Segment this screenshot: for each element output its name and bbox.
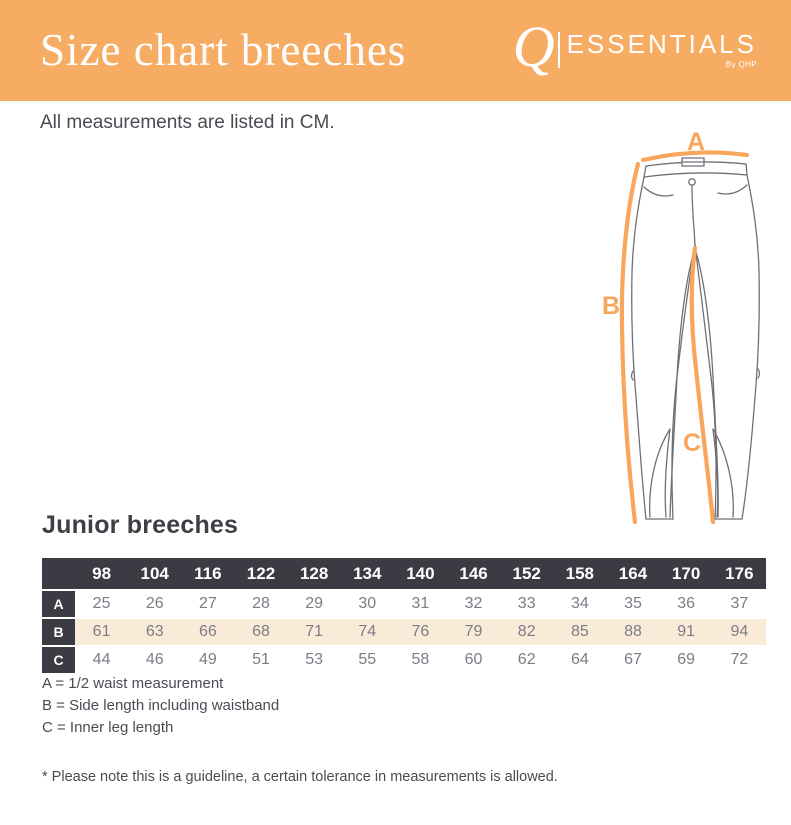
- size-table-body: [42, 589, 766, 673]
- table-corner: [42, 558, 75, 589]
- size-column-header: 128: [288, 558, 341, 589]
- size-table: [42, 558, 766, 673]
- row-label: B: [42, 617, 75, 645]
- size-column-header: 158: [553, 558, 606, 589]
- measure-line-c: [692, 248, 713, 522]
- measurement-cell: 66: [181, 617, 234, 645]
- size-table-head: [42, 558, 766, 589]
- size-column-header: 122: [234, 558, 287, 589]
- size-column-header: 116: [181, 558, 234, 589]
- measurement-legend: [42, 673, 279, 739]
- size-column-header: 98: [75, 558, 128, 589]
- measure-line-b: [622, 164, 638, 522]
- legend-line-c: C = Inner leg length: [42, 719, 174, 736]
- size-column-header: 146: [447, 558, 500, 589]
- size-column-header: 134: [341, 558, 394, 589]
- pants-outline: [632, 158, 760, 519]
- measurement-cell: 76: [394, 617, 447, 645]
- measurement-cell: 79: [447, 617, 500, 645]
- size-column-header: 164: [606, 558, 659, 589]
- size-column-header: 104: [128, 558, 181, 589]
- measurement-cell: 88: [606, 617, 659, 645]
- measurement-cell: 32: [447, 589, 500, 617]
- page-title: Size chart breeches: [40, 25, 407, 75]
- measurement-cell: 72: [713, 645, 766, 673]
- measurement-cell: 31: [394, 589, 447, 617]
- measurement-cell: 74: [341, 617, 394, 645]
- logo-byline: By QHP: [725, 60, 757, 70]
- size-column-header: 170: [660, 558, 713, 589]
- measurement-cell: 58: [394, 645, 447, 673]
- measurement-cell: 61: [75, 617, 128, 645]
- measurement-cell: 55: [341, 645, 394, 673]
- measurement-cell: 36: [660, 589, 713, 617]
- table-row: [42, 645, 766, 673]
- measurement-cell: 28: [234, 589, 287, 617]
- measurement-cell: 67: [606, 645, 659, 673]
- table-row: [42, 589, 766, 617]
- measurement-cell: 33: [500, 589, 553, 617]
- measurement-cell: 46: [128, 645, 181, 673]
- tolerance-footnote: * Please note this is a guideline, a certain tolerance in measurements is allowed.: [42, 769, 558, 785]
- brand-logo: [512, 14, 757, 80]
- legend-line-a: A = 1/2 waist measurement: [42, 675, 224, 692]
- section-title: Junior breeches: [42, 511, 239, 539]
- size-header-row: [42, 558, 766, 589]
- size-column-header: 152: [500, 558, 553, 589]
- measurement-cell: 37: [713, 589, 766, 617]
- measurement-cell: 53: [288, 645, 341, 673]
- measure-label-b: B: [601, 292, 621, 320]
- size-column-header: 176: [713, 558, 766, 589]
- measurement-cell: 27: [181, 589, 234, 617]
- measure-label-c: C: [682, 429, 702, 457]
- measurements-note: All measurements are listed in CM.: [40, 112, 335, 133]
- measurement-cell: 51: [234, 645, 287, 673]
- measurement-cell: 64: [553, 645, 606, 673]
- logo-q-glyph: Q: [512, 14, 555, 80]
- measurement-cell: 44: [75, 645, 128, 673]
- measurement-cell: 68: [234, 617, 287, 645]
- measurement-cell: 49: [181, 645, 234, 673]
- measurement-cell: 71: [288, 617, 341, 645]
- measurement-cell: 34: [553, 589, 606, 617]
- breeches-diagram: [589, 121, 791, 543]
- measurement-cell: 82: [500, 617, 553, 645]
- measurement-cell: 85: [553, 617, 606, 645]
- logo-wordmark: [567, 31, 757, 69]
- table-row: [42, 617, 766, 645]
- measurement-cell: 25: [75, 589, 128, 617]
- measurement-cell: 62: [500, 645, 553, 673]
- measurement-labels: [602, 128, 705, 457]
- row-label: C: [42, 645, 75, 673]
- row-label: A: [42, 589, 75, 617]
- size-column-header: 140: [394, 558, 447, 589]
- measurement-cell: 29: [288, 589, 341, 617]
- measurement-cell: 94: [713, 617, 766, 645]
- waist-button: [689, 179, 695, 185]
- measurement-cell: 35: [606, 589, 659, 617]
- measurement-cell: 30: [341, 589, 394, 617]
- measurement-cell: 91: [660, 617, 713, 645]
- header-banner: [0, 0, 791, 101]
- measure-label-a: A: [686, 128, 706, 156]
- measurement-cell: 60: [447, 645, 500, 673]
- logo-brand-name: ESSENTIALS: [566, 29, 757, 60]
- logo-divider: [558, 32, 560, 68]
- legend-line-b: B = Side length including waistband: [42, 697, 280, 714]
- measurement-cell: 69: [660, 645, 713, 673]
- measurement-cell: 26: [128, 589, 181, 617]
- measurement-cell: 63: [128, 617, 181, 645]
